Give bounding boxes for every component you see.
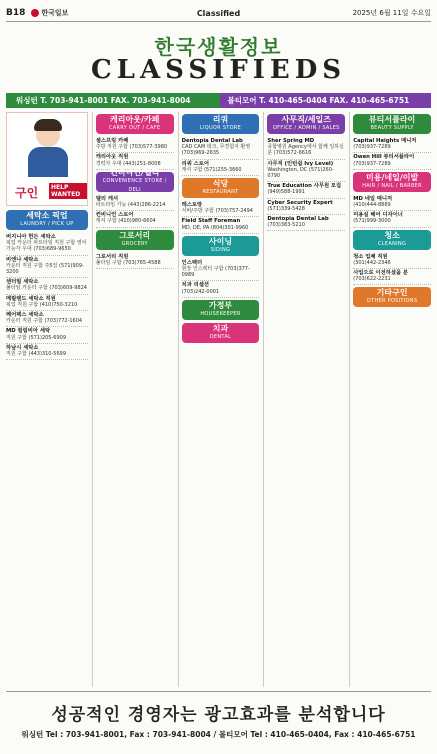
ad-title: 미용실 헤어 디자이너 <box>353 212 403 219</box>
ad-title: 청소 업체 직원 <box>353 253 388 260</box>
ad-body: 픽업 직원 구함 (410)750-3210 <box>6 301 78 308</box>
category-name: 미용/네일/이발 <box>365 172 419 182</box>
ad-title: 메릴랜드 세탁소 직원 <box>6 295 56 302</box>
column-2 <box>92 112 174 687</box>
ad-body: MD, DE, PA (804)301-9960 <box>181 224 249 231</box>
category-name: 가정부 <box>208 300 233 310</box>
category-header <box>6 210 88 230</box>
classified-ad <box>353 269 431 285</box>
ad-title: 사무직 (인턴쉽 Ivy Level) <box>267 160 334 167</box>
classified-ad <box>353 195 431 211</box>
classified-ad <box>6 256 88 279</box>
classified-ad <box>6 278 88 294</box>
category-header <box>96 114 174 134</box>
category-subtitle: CLEANING <box>378 240 407 247</box>
classified-ad <box>6 295 88 311</box>
category-subtitle: CONVENIENCE STORE / DELI <box>102 178 167 194</box>
category-subtitle: OTHER POSITIONS <box>366 298 418 305</box>
ad-title: Dentopia Dental Lab <box>267 216 329 223</box>
help-wanted-english: HELP WANTED <box>49 183 87 199</box>
classified-ad <box>96 253 174 269</box>
classified-ad <box>182 137 260 160</box>
column-3 <box>178 112 260 687</box>
classified-ad <box>96 211 174 227</box>
worker-illustration-icon <box>23 119 73 179</box>
ad-body: (410)444-8889 <box>353 202 391 209</box>
category-subtitle: HOUSEKEEPER <box>200 310 241 317</box>
category-header <box>267 114 345 134</box>
footer-contact: 워싱턴 Tel : 703-941-8001, Fax : 703-941-8004 / 볼티모어 Tel : 410-465-0404, Fax : 410-465-6751 <box>21 730 416 739</box>
classified-ad <box>267 199 345 215</box>
page-header <box>6 6 431 20</box>
help-wanted-banner <box>6 112 88 206</box>
ad-title: MD 컬럼비아 세탁 <box>6 328 51 335</box>
masthead <box>6 25 431 90</box>
classified-ad <box>353 153 431 169</box>
category-name: 케리아웃/카페 <box>110 115 160 124</box>
category-header <box>182 300 260 320</box>
category-subtitle: SIDING <box>210 246 231 253</box>
category-subtitle: LAUNDRY / PICK UP <box>20 221 74 227</box>
ad-body: 경력자 우대 (443)251-8008 <box>95 160 161 167</box>
category-subtitle: RESTAURANT <box>202 189 239 196</box>
category-subtitle: DENTAL <box>209 333 232 340</box>
classified-ad <box>182 160 260 176</box>
ad-title: 캐리아웃 직원 <box>95 154 129 161</box>
ad-body: (703)937-7289 <box>353 160 391 167</box>
classified-ad <box>267 160 345 183</box>
ad-title: Sher Spring MD <box>267 138 315 144</box>
ad-body: Washington, DC (571)260-0790 <box>267 166 334 180</box>
ad-title: Dentopia Dental Lab <box>181 138 243 144</box>
header-divider <box>6 21 431 22</box>
help-wanted-korean: 구인 <box>15 186 39 200</box>
category-name: 사무직/세일즈 <box>281 115 331 124</box>
category-name: 뷰티서플라이 <box>368 115 416 124</box>
column-4 <box>263 112 345 687</box>
ad-title: Capital Heights 매니저 <box>353 138 417 144</box>
masthead-title-english: CLASSIFIEDS <box>90 55 347 85</box>
column-5 <box>349 112 431 687</box>
ad-body: 서버/주방 구함 (703)757-2494 <box>181 208 253 215</box>
ad-title: Field Staff Foreman <box>181 218 241 225</box>
classified-ad <box>6 311 88 327</box>
classified-ad <box>353 253 431 269</box>
category-header <box>353 172 431 192</box>
ad-title: 버지니아 헌든 세탁소 <box>6 234 56 240</box>
ad-body: 캐셔 구함 (410)980-6604 <box>95 218 156 225</box>
ad-title: 리쿼 스토어 <box>181 160 210 167</box>
ad-title: 레스토랑 <box>181 202 203 209</box>
ad-title: 페어팩스 세탁소 <box>6 312 44 319</box>
category-subtitle: GROCERY <box>121 240 148 247</box>
classified-ad <box>96 137 174 153</box>
category-name: 식당 <box>212 179 229 189</box>
ad-title: True Education 사무원 모집 <box>267 183 342 190</box>
ad-body: CAD CAM 테크, 무경험자 환영 (703)969-2635 <box>181 144 251 157</box>
category-header <box>182 178 260 198</box>
category-subtitle: CARRY OUT / CAFE <box>108 125 161 131</box>
ad-body: (703)937-7289 <box>353 144 391 151</box>
classified-ad <box>182 217 260 233</box>
ad-body: 픽업 카운터 파트타임 직원 구함 영어 가능자 우대 (703)689-9650 <box>6 240 87 253</box>
page-number: B18 <box>6 8 26 18</box>
classified-ad <box>267 182 345 198</box>
ad-body: 직원 구함 (571)205-6909 <box>6 334 67 341</box>
classified-ad <box>6 233 88 256</box>
ad-title: Cyber Security Expert <box>267 199 333 206</box>
ad-title: 컨비니언 스토어 <box>95 212 134 219</box>
category-header <box>353 230 431 250</box>
ad-title: MD 네일 매니저 <box>353 195 393 202</box>
ad-body: 종합병원 Agency에서 함께 일하실 분 (703)572-6616 <box>267 144 344 157</box>
classified-ad <box>267 215 345 231</box>
baltimore-contact: 볼티모어 T. 410-465-0404 FAX. 410-465-6751 <box>220 93 432 108</box>
ad-body: (703)622-2231 <box>353 276 391 283</box>
classified-ad <box>96 195 174 211</box>
footer-banner <box>6 691 431 750</box>
category-header <box>353 114 431 134</box>
classified-ad <box>6 344 88 360</box>
category-header <box>182 114 260 134</box>
section-title: Classified <box>196 8 241 18</box>
category-subtitle: HAIR / NAIL / BARBER <box>362 182 422 189</box>
category-subtitle: OFFICE / ADMIN / SALES <box>272 125 340 131</box>
ad-body: 주방 직원 구함 (703)577-3980 <box>95 144 168 151</box>
ad-body: 카운터 직원 구함 (703)772-1604 <box>6 318 83 325</box>
washington-contact: 워싱턴 T. 703-941-8001 FAX. 703-941-8004 <box>16 96 191 105</box>
ad-title: 하남시 세탁소 <box>6 344 39 351</box>
category-name: 리쿼 <box>212 115 229 124</box>
ad-body: 풀타임 구함 (703)765-4588 <box>95 259 161 266</box>
category-header <box>96 168 174 194</box>
category-header <box>353 287 431 307</box>
ad-body: 카운터 직원 구함 주5일 (571)909-3200 <box>6 262 84 276</box>
ad-body: 직원 구함 (443)310-5699 <box>6 351 67 358</box>
category-subtitle: LIQUOR STORE <box>199 125 242 131</box>
ad-title: 셀스프링 카페 <box>95 138 129 144</box>
ad-title: 비엔나 세탁소 <box>6 256 39 263</box>
category-name: 컨비니언/델리 <box>110 168 160 178</box>
category-name: 사이닝 <box>208 236 233 246</box>
ad-body: (949)588-1991 <box>267 189 305 196</box>
ad-body: (703)242-0001 <box>181 288 220 295</box>
ad-body: 캐셔 구함 (571)255-3660 <box>181 166 242 173</box>
category-name: 세탁소 픽업 <box>26 211 68 220</box>
ad-body: (571)999-3000 <box>353 218 391 225</box>
newspaper-logo: 한국일보 <box>31 8 68 18</box>
category-name: 청소 <box>384 230 400 240</box>
ad-body: 현장 인스펙터 구함 (703)377-0989 <box>181 266 250 279</box>
classified-ad <box>353 211 431 227</box>
ad-title: 델리 캐셔 <box>95 195 119 202</box>
ad-body: (301)442-2346 <box>353 259 391 266</box>
classified-ad <box>182 259 260 282</box>
category-header <box>96 230 174 250</box>
ad-title: 센터빌 세탁소 <box>6 279 39 286</box>
ad-title: 치과 리셉션 <box>181 282 210 289</box>
ad-body: 풀타임 카운터 구함 (703)609-9824 <box>6 285 87 292</box>
ad-body: (703)383-5210 <box>267 222 305 229</box>
classified-ad <box>267 137 345 160</box>
classified-ad <box>353 137 431 153</box>
column-1 <box>6 112 88 687</box>
footer-slogan: 성공적인 경영자는 광고효과를 분석합니다 <box>51 705 386 725</box>
classified-ad <box>182 201 260 217</box>
category-name: 치과 <box>212 323 229 333</box>
classified-ad <box>182 281 260 297</box>
category-name: 그로서리 <box>119 230 151 240</box>
category-header <box>182 323 260 343</box>
category-subtitle: BEAUTY SUPPLY <box>370 125 414 131</box>
category-header <box>182 236 260 256</box>
contact-bar <box>6 93 431 108</box>
ad-body: (571)339-5428 <box>267 205 305 212</box>
classified-grid <box>6 112 431 687</box>
category-name: 기타구인 <box>376 288 408 298</box>
issue-date: 2025년 6월 11일 수요일 <box>352 9 431 17</box>
masthead-title-korean: 한국생활정보 <box>154 35 283 59</box>
ad-title: 사업으로 이전하셨을 분 <box>353 270 409 277</box>
ad-title: 인스펙터 <box>181 259 203 266</box>
ad-title: 그로서리 직원 <box>95 253 129 260</box>
classified-ad <box>6 327 88 343</box>
ad-title: Owen Hill 뷰티서플라이 <box>353 154 415 161</box>
ad-body: 파트타임 가능 (443)286-2214 <box>95 202 166 209</box>
